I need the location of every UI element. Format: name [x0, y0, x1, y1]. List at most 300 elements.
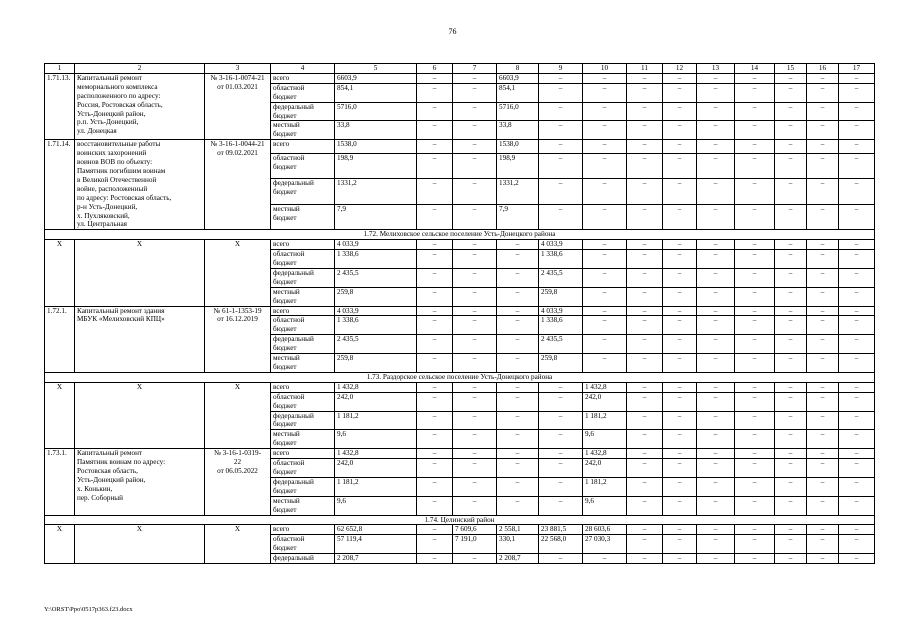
- file-path-footer: Y:\ORST\Ppo\0517p363.f23.docx: [44, 606, 133, 613]
- value-cell: –: [663, 240, 697, 250]
- cell-line: бюджет: [273, 92, 297, 101]
- value-cell: –: [697, 140, 735, 153]
- value-cell: –: [497, 459, 539, 478]
- value-cell: –: [697, 354, 735, 373]
- value-cell: –: [627, 250, 663, 269]
- cell-line: X: [234, 525, 241, 534]
- value-cell: –: [775, 535, 807, 554]
- value-cell: –: [539, 496, 583, 515]
- funding-source: [271, 496, 335, 515]
- value-cell: –: [417, 496, 453, 515]
- value-cell: –: [627, 535, 663, 554]
- cell-line: федеральный: [273, 268, 314, 277]
- value-cell: –: [453, 204, 497, 230]
- value-cell: –: [663, 153, 697, 179]
- value-cell: –: [417, 430, 453, 449]
- value-cell: –: [775, 392, 807, 411]
- value-cell: –: [497, 306, 539, 316]
- cell-line: № 61-1-1353-19: [213, 306, 262, 315]
- value-cell: –: [497, 382, 539, 392]
- value-cell: –: [453, 496, 497, 515]
- value-cell: –: [697, 287, 735, 306]
- value-cell: 2 208,7: [335, 554, 417, 564]
- value-cell: –: [539, 459, 583, 478]
- value-cell: –: [627, 179, 663, 205]
- cell-line: воинов ВОВ по объекту:: [77, 158, 153, 167]
- value-cell: –: [697, 250, 735, 269]
- value-cell: –: [697, 306, 735, 316]
- project-number: X: [45, 382, 75, 448]
- value-cell: –: [775, 477, 807, 496]
- cell-line: бюджет: [273, 130, 297, 139]
- value-cell: –: [775, 153, 807, 179]
- cell-line: р-н Усть-Донецкий,: [77, 202, 138, 211]
- funding-source: [271, 102, 335, 121]
- value-cell: –: [453, 240, 497, 250]
- value-cell: –: [497, 240, 539, 250]
- value-cell: –: [735, 535, 775, 554]
- value-cell: –: [807, 525, 839, 535]
- value-cell: –: [583, 179, 627, 205]
- project-number: X: [45, 240, 75, 306]
- value-cell: –: [497, 316, 539, 335]
- value-cell: –: [663, 554, 697, 564]
- value-cell: –: [453, 306, 497, 316]
- value-cell: –: [417, 535, 453, 554]
- value-cell: –: [663, 268, 697, 287]
- project-document: [205, 140, 271, 230]
- cell-line: Капитальный ремонт: [77, 449, 143, 458]
- value-cell: –: [663, 287, 697, 306]
- value-cell: –: [807, 335, 839, 354]
- funding-source: [271, 449, 335, 459]
- value-cell: 1 432,8: [335, 382, 417, 392]
- value-cell: –: [583, 554, 627, 564]
- cell-line: войне, расположенный: [77, 184, 148, 193]
- project-document: [205, 240, 271, 306]
- value-cell: 198,9: [497, 153, 539, 179]
- table-row: [45, 240, 875, 250]
- header-cell: 9: [539, 64, 583, 74]
- funding-source: [271, 153, 335, 179]
- cell-line: местный: [273, 204, 300, 213]
- value-cell: –: [627, 153, 663, 179]
- value-cell: –: [417, 411, 453, 430]
- value-cell: –: [735, 83, 775, 102]
- value-cell: –: [697, 268, 735, 287]
- project-number: 1.72.1.: [45, 306, 75, 372]
- value-cell: –: [497, 335, 539, 354]
- project-document: [205, 382, 271, 448]
- value-cell: 1538,0: [497, 140, 539, 153]
- table-row: [45, 382, 875, 392]
- cell-line: расположенного по адресу:: [77, 91, 161, 100]
- value-cell: –: [497, 411, 539, 430]
- value-cell: –: [697, 477, 735, 496]
- value-cell: –: [453, 153, 497, 179]
- value-cell: –: [839, 121, 875, 140]
- value-cell: –: [839, 179, 875, 205]
- section-title: 1.72. Мелиховское сельское поселение Усть-Донецкого района: [45, 230, 875, 240]
- value-cell: –: [807, 477, 839, 496]
- value-cell: –: [453, 554, 497, 564]
- cell-line: бюджет: [273, 467, 297, 476]
- cell-line: бюджет: [273, 439, 297, 448]
- value-cell: 1 181,2: [583, 411, 627, 430]
- value-cell: –: [627, 204, 663, 230]
- value-cell: –: [735, 250, 775, 269]
- cell-line: Капитальный ремонт здания: [77, 306, 165, 315]
- cell-line: областной: [273, 535, 305, 544]
- project-name: [75, 449, 205, 515]
- cell-line: федеральный: [273, 179, 314, 188]
- value-cell: –: [539, 392, 583, 411]
- project-number: 1.73.1.: [45, 449, 75, 515]
- value-cell: 259,8: [335, 287, 417, 306]
- value-cell: –: [807, 140, 839, 153]
- cell-line: в Великой Отечественной: [77, 175, 157, 184]
- value-cell: 5716,0: [497, 102, 539, 121]
- value-cell: –: [453, 316, 497, 335]
- header-cell: 7: [453, 64, 497, 74]
- value-cell: –: [775, 287, 807, 306]
- value-cell: –: [775, 121, 807, 140]
- value-cell: –: [663, 83, 697, 102]
- value-cell: 6603,9: [335, 73, 417, 83]
- value-cell: –: [839, 459, 875, 478]
- funding-source: [271, 354, 335, 373]
- cell-line: всего: [273, 240, 290, 249]
- value-cell: –: [697, 335, 735, 354]
- cell-line: Усть-Донецкий район,: [77, 109, 146, 118]
- project-name: [75, 140, 205, 230]
- value-cell: –: [839, 153, 875, 179]
- header-cell: 8: [497, 64, 539, 74]
- cell-line: федеральный: [273, 335, 314, 344]
- value-cell: –: [497, 392, 539, 411]
- project-number: X: [45, 525, 75, 564]
- value-cell: –: [417, 73, 453, 83]
- value-cell: –: [775, 268, 807, 287]
- value-cell: –: [697, 392, 735, 411]
- funding-source: [271, 459, 335, 478]
- cell-line: бюджет: [273, 213, 297, 222]
- value-cell: –: [663, 525, 697, 535]
- value-cell: 2 558,1: [497, 525, 539, 535]
- value-cell: –: [453, 73, 497, 83]
- value-cell: –: [839, 268, 875, 287]
- value-cell: –: [775, 83, 807, 102]
- value-cell: –: [839, 382, 875, 392]
- value-cell: –: [497, 354, 539, 373]
- value-cell: –: [697, 102, 735, 121]
- cell-line: федеральный: [273, 411, 314, 420]
- value-cell: –: [735, 179, 775, 205]
- value-cell: 2 435,5: [539, 268, 583, 287]
- funding-source: [271, 525, 335, 535]
- value-cell: –: [807, 287, 839, 306]
- value-cell: 1 338,6: [335, 250, 417, 269]
- value-cell: –: [697, 121, 735, 140]
- value-cell: –: [539, 477, 583, 496]
- cell-line: от 06.05.2022: [217, 466, 258, 475]
- value-cell: 27 030,3: [583, 535, 627, 554]
- value-cell: –: [807, 554, 839, 564]
- value-cell: –: [839, 430, 875, 449]
- funding-source: [271, 250, 335, 269]
- cell-line: бюджет: [273, 325, 297, 334]
- value-cell: –: [697, 73, 735, 83]
- value-cell: –: [839, 554, 875, 564]
- value-cell: –: [735, 102, 775, 121]
- value-cell: 242,0: [335, 459, 417, 478]
- value-cell: –: [839, 316, 875, 335]
- value-cell: –: [583, 153, 627, 179]
- value-cell: 1538,0: [335, 140, 417, 153]
- value-cell: –: [839, 73, 875, 83]
- cell-line: Ростовская область,: [77, 466, 138, 475]
- value-cell: –: [775, 204, 807, 230]
- value-cell: –: [697, 411, 735, 430]
- value-cell: 1 338,6: [539, 316, 583, 335]
- project-number: 1.71.14.: [45, 140, 75, 230]
- value-cell: –: [627, 335, 663, 354]
- value-cell: –: [627, 554, 663, 564]
- value-cell: –: [735, 449, 775, 459]
- value-cell: –: [807, 121, 839, 140]
- value-cell: –: [775, 430, 807, 449]
- funding-source: [271, 535, 335, 554]
- value-cell: –: [663, 382, 697, 392]
- value-cell: –: [583, 335, 627, 354]
- value-cell: –: [697, 382, 735, 392]
- value-cell: –: [735, 459, 775, 478]
- value-cell: –: [663, 496, 697, 515]
- value-cell: –: [697, 525, 735, 535]
- value-cell: –: [839, 335, 875, 354]
- value-cell: –: [735, 268, 775, 287]
- cell-line: федеральный: [273, 554, 314, 563]
- value-cell: –: [775, 496, 807, 515]
- value-cell: –: [417, 140, 453, 153]
- funding-source: [271, 140, 335, 153]
- value-cell: –: [697, 204, 735, 230]
- value-cell: –: [417, 525, 453, 535]
- table-row: [45, 140, 875, 153]
- value-cell: –: [627, 121, 663, 140]
- value-cell: 57 119,4: [335, 535, 417, 554]
- cell-line: местный: [273, 287, 300, 296]
- value-cell: –: [583, 102, 627, 121]
- value-cell: –: [583, 140, 627, 153]
- value-cell: –: [663, 250, 697, 269]
- value-cell: –: [663, 411, 697, 430]
- value-cell: –: [583, 354, 627, 373]
- value-cell: –: [539, 140, 583, 153]
- funding-source: [271, 287, 335, 306]
- value-cell: –: [839, 240, 875, 250]
- value-cell: –: [583, 204, 627, 230]
- funding-source: [271, 306, 335, 316]
- value-cell: –: [539, 179, 583, 205]
- value-cell: –: [697, 535, 735, 554]
- header-cell: 2: [75, 64, 205, 74]
- value-cell: –: [417, 121, 453, 140]
- table-row: [45, 306, 875, 316]
- value-cell: 9,6: [335, 430, 417, 449]
- value-cell: 854,1: [497, 83, 539, 102]
- value-cell: –: [697, 459, 735, 478]
- value-cell: 33,8: [497, 121, 539, 140]
- value-cell: –: [807, 496, 839, 515]
- value-cell: –: [807, 153, 839, 179]
- project-name: [75, 525, 205, 564]
- cell-line: всего: [273, 140, 290, 149]
- cell-line: местный: [273, 121, 300, 130]
- cell-line: всего: [273, 73, 290, 82]
- value-cell: –: [663, 316, 697, 335]
- value-cell: –: [627, 430, 663, 449]
- value-cell: –: [775, 459, 807, 478]
- cell-line: бюджет: [273, 363, 297, 371]
- value-cell: –: [807, 392, 839, 411]
- value-cell: –: [735, 430, 775, 449]
- value-cell: –: [497, 250, 539, 269]
- value-cell: –: [453, 121, 497, 140]
- project-name: [75, 306, 205, 372]
- value-cell: –: [627, 287, 663, 306]
- value-cell: –: [735, 204, 775, 230]
- value-cell: –: [539, 153, 583, 179]
- value-cell: –: [697, 430, 735, 449]
- value-cell: –: [583, 240, 627, 250]
- value-cell: –: [539, 73, 583, 83]
- value-cell: 4 033,9: [335, 306, 417, 316]
- cell-line: бюджет: [273, 111, 297, 120]
- value-cell: –: [807, 102, 839, 121]
- cell-line: всего: [273, 449, 290, 458]
- value-cell: 2 435,5: [335, 268, 417, 287]
- cell-line: областной: [273, 316, 305, 325]
- value-cell: –: [775, 102, 807, 121]
- cell-line: всего: [273, 525, 290, 534]
- value-cell: 9,6: [583, 496, 627, 515]
- value-cell: –: [627, 73, 663, 83]
- cell-line: ул. Донецкая: [77, 127, 117, 136]
- cell-line: областной: [273, 83, 305, 92]
- header-cell: 11: [627, 64, 663, 74]
- funding-source: [271, 411, 335, 430]
- value-cell: –: [417, 554, 453, 564]
- cell-line: X: [234, 240, 241, 249]
- cell-line: мемориального комплекса: [77, 82, 158, 91]
- cell-line: областной: [273, 392, 305, 401]
- value-cell: 198,9: [335, 153, 417, 179]
- cell-line: бюджет: [273, 259, 297, 268]
- value-cell: –: [807, 204, 839, 230]
- value-cell: –: [627, 316, 663, 335]
- header-cell: 3: [205, 64, 271, 74]
- funding-source: [271, 554, 335, 564]
- cell-line: бюджет: [273, 544, 297, 553]
- value-cell: –: [453, 268, 497, 287]
- cell-line: X: [136, 240, 143, 249]
- value-cell: –: [627, 496, 663, 515]
- cell-line: Усть-Донецкий район,: [77, 475, 146, 484]
- value-cell: –: [775, 382, 807, 392]
- value-cell: –: [627, 459, 663, 478]
- value-cell: –: [583, 268, 627, 287]
- table-row: [45, 525, 875, 535]
- funding-source: [271, 430, 335, 449]
- value-cell: –: [663, 140, 697, 153]
- value-cell: 5716,0: [335, 102, 417, 121]
- cell-line: X: [234, 382, 241, 391]
- value-cell: –: [663, 535, 697, 554]
- value-cell: –: [627, 354, 663, 373]
- cell-line: от 09.02.2021: [217, 149, 258, 158]
- value-cell: –: [453, 449, 497, 459]
- value-cell: –: [697, 240, 735, 250]
- value-cell: –: [663, 392, 697, 411]
- cell-line: Памятник погибшим воинам: [77, 166, 166, 175]
- value-cell: –: [807, 535, 839, 554]
- project-name: [75, 382, 205, 448]
- value-cell: –: [839, 102, 875, 121]
- value-cell: 259,8: [539, 354, 583, 373]
- value-cell: –: [583, 287, 627, 306]
- value-cell: –: [839, 496, 875, 515]
- cell-line: воинских захоронений: [77, 149, 147, 158]
- value-cell: –: [735, 121, 775, 140]
- value-cell: –: [453, 430, 497, 449]
- value-cell: 33,8: [335, 121, 417, 140]
- value-cell: –: [583, 83, 627, 102]
- value-cell: –: [839, 354, 875, 373]
- cell-line: областной: [273, 250, 305, 259]
- value-cell: –: [627, 140, 663, 153]
- value-cell: –: [735, 411, 775, 430]
- cell-line: Капитальный ремонт: [77, 73, 143, 82]
- value-cell: –: [735, 73, 775, 83]
- value-cell: –: [663, 459, 697, 478]
- page-number: 76: [448, 27, 457, 36]
- value-cell: –: [775, 306, 807, 316]
- value-cell: 330,1: [497, 535, 539, 554]
- value-cell: –: [453, 335, 497, 354]
- value-cell: 7,9: [335, 204, 417, 230]
- cell-line: бюджет: [273, 277, 297, 286]
- cell-line: бюджет: [273, 505, 297, 514]
- value-cell: –: [775, 335, 807, 354]
- value-cell: –: [539, 411, 583, 430]
- value-cell: –: [807, 250, 839, 269]
- value-cell: –: [775, 316, 807, 335]
- cell-line: от 01.03.2021: [217, 82, 258, 91]
- value-cell: –: [417, 240, 453, 250]
- value-cell: –: [807, 306, 839, 316]
- value-cell: –: [807, 316, 839, 335]
- header-cell: 5: [335, 64, 417, 74]
- value-cell: –: [663, 354, 697, 373]
- value-cell: –: [583, 306, 627, 316]
- value-cell: –: [735, 525, 775, 535]
- value-cell: 9,6: [335, 496, 417, 515]
- value-cell: –: [663, 73, 697, 83]
- value-cell: –: [807, 430, 839, 449]
- value-cell: –: [839, 411, 875, 430]
- value-cell: –: [735, 140, 775, 153]
